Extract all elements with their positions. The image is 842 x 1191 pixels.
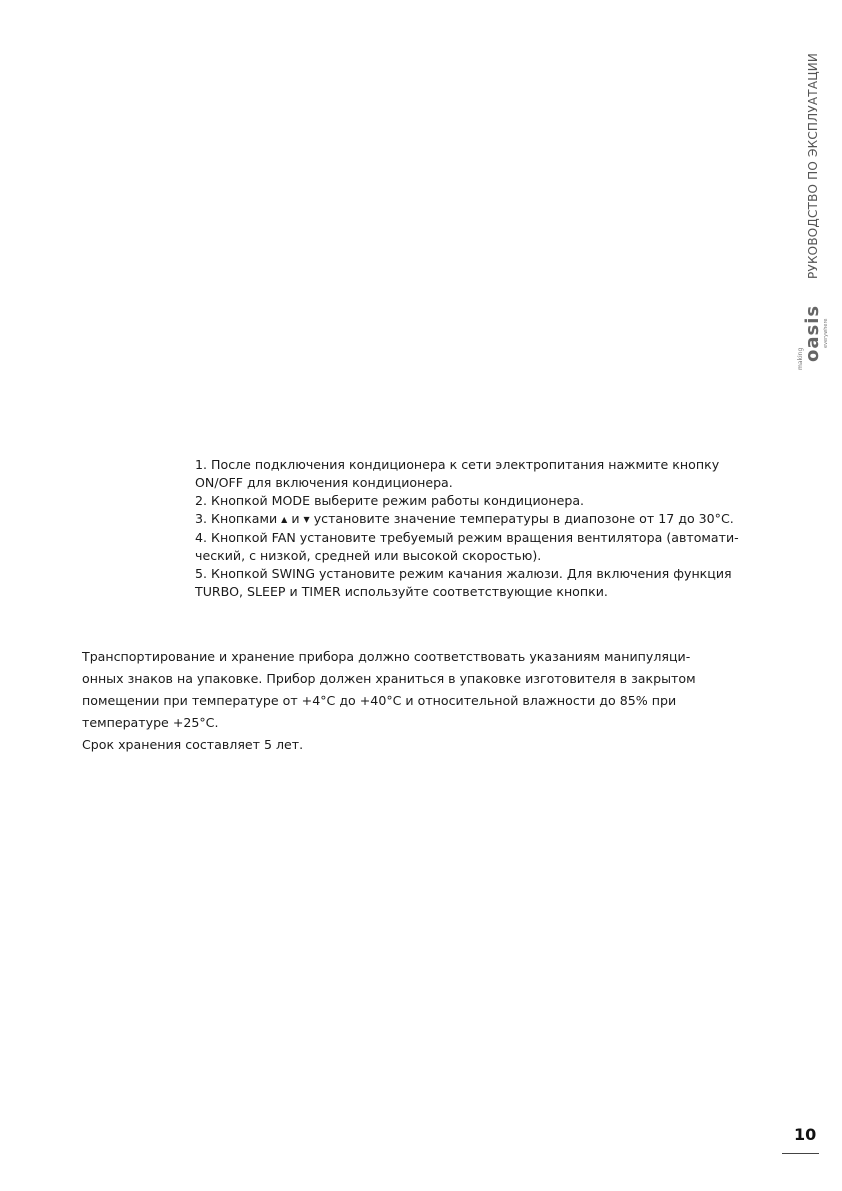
step-5-line-2: TURBO, SLEEP и TIMER используйте соответствующие кнопки. (195, 584, 608, 599)
step-3 (195, 510, 765, 529)
step-1-line-2: ON/OFF для включения кондиционера. (195, 475, 453, 490)
storage-line-2: онных знаков на упаковке. Прибор должен храниться в упаковке изготовителя в закрытом (82, 671, 696, 686)
step-4-line-2: ческий, с низкой, средней или высокой скоростью). (195, 548, 542, 563)
step-4-line-1: 4. Кнопкой FAN установите требуемый режим вращения вентилятора (автомати- (195, 530, 739, 545)
step-1-line-1: 1. После подключения кондиционера к сети электропитания нажмите кнопку (195, 457, 720, 472)
storage-line-5: Срок хранения составляет 5 лет. (82, 737, 304, 752)
manual-title: РУКОВОДСТВО ПО ЭКСПЛУАТАЦИИ (806, 52, 820, 279)
step-2: 2. Кнопкой MODE выберите режим работы кондиционера. (195, 493, 585, 508)
storage-line-4: температуре +25°С. (82, 715, 219, 730)
storage-line-3: помещении при температуре от +4°С до +40°С и относительной влажности до 85% при (82, 693, 677, 708)
step-3-and: и (291, 511, 300, 526)
oasis-logo (797, 304, 831, 370)
storage-paragraph (82, 646, 732, 756)
page-number: 10 (794, 1125, 817, 1144)
page-number-rule (782, 1153, 819, 1154)
storage-line-1: Транспортирование и хранение прибора должно соответствовать указаниям манипуляци- (82, 649, 691, 664)
step-5-line-1: 5. Кнопкой SWING установите режим качания жалюзи. Для включения функция (195, 566, 732, 581)
logo-wordmark: oasis (802, 304, 823, 362)
up-arrow-icon: ▲ (281, 515, 288, 524)
down-arrow-icon: ▼ (303, 515, 310, 524)
operation-steps (195, 456, 765, 601)
step-3-suffix: установите значение температуры в диапозоне от 17 до 30°С. (313, 511, 734, 526)
logo-everywhere-text: everywhere (823, 318, 829, 348)
logo-making-text: making (797, 347, 804, 370)
step-3-prefix: 3. Кнопками (195, 511, 278, 526)
